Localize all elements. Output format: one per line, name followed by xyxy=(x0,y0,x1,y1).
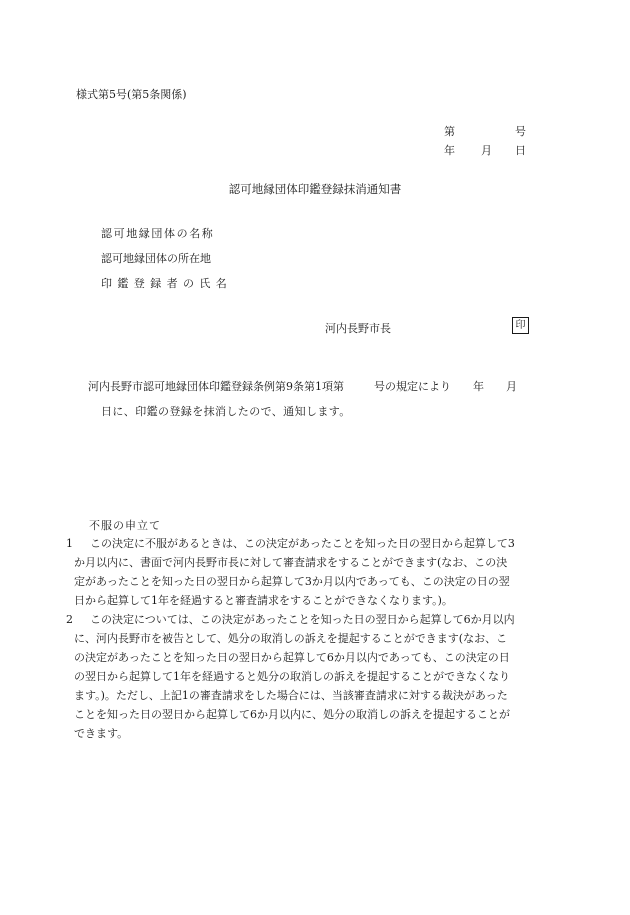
appeal-item-line: か月以内に、書面で河内長野市長に対して審査請求をすることができます(なお、この決 xyxy=(74,556,508,569)
date-day: 日 xyxy=(515,144,526,157)
reference-go: 号 xyxy=(515,125,526,138)
appeal-item-number: 2 xyxy=(66,613,73,626)
appeal-item-line: の翌日から起算して1年を経過すると処分の取消しの訴えを提起することができなくなり xyxy=(74,670,510,683)
date-year: 年 xyxy=(444,144,455,157)
appeal-item-line: 日から起算して1年を経過すると審査請求をすることができなくなります。)。 xyxy=(74,594,453,607)
reference-dai: 第 xyxy=(444,125,455,138)
appeal-item-line: この決定に不服があるときは、この決定があったことを知った日の翌日から起算して3 xyxy=(90,537,515,550)
body-month: 月 xyxy=(506,380,517,393)
appeal-item-line: できます。 xyxy=(74,727,129,740)
appeal-item-line: に、河内長野市を被告として、処分の取消しの訴えを提起することができます(なお、こ xyxy=(74,632,508,645)
date-month: 月 xyxy=(481,144,492,157)
appeal-heading: 不服の申立て xyxy=(89,519,161,532)
issue-date xyxy=(444,142,526,158)
appeal-item-2 xyxy=(66,610,546,743)
registrant-name-label: 印鑑登録者の氏名 xyxy=(101,277,233,290)
appeal-item-line: ます。)。ただし、上記1の審査請求をした場合には、当該審査請求に対する裁決があった xyxy=(74,689,508,702)
appeal-item-line: 定があったことを知った日の翌日から起算して3か月以内であっても、この決定の日の翌 xyxy=(74,575,510,588)
body-go-clause: 号の規定により xyxy=(374,380,451,393)
seal-mark: 印 xyxy=(512,317,529,334)
appeal-item-1 xyxy=(66,534,546,610)
appeal-item-line: ことを知った日の翌日から起算して6か月以内に、処分の取消しの訴えを提起することが xyxy=(74,708,510,721)
body-year: 年 xyxy=(473,380,484,393)
group-name-label: 認可地縁団体の名称 xyxy=(101,227,215,240)
mayor-label: 河内長野市長 xyxy=(325,322,391,335)
reference-number xyxy=(444,123,526,139)
appeal-item-number: 1 xyxy=(66,537,73,550)
appeal-item-line: この決定については、この決定があったことを知った日の翌日から起算して6か月以内 xyxy=(90,613,515,626)
group-address-label: 認可地縁団体の所在地 xyxy=(101,252,211,265)
appeal-item-line: の決定があったことを知った日の翌日から起算して6か月以内であっても、この決定の日 xyxy=(74,651,510,664)
body-text-line-2: 日に、印鑑の登録を抹消したので、通知します。 xyxy=(101,405,351,418)
document-title xyxy=(0,181,630,197)
body-text-line-1 xyxy=(88,378,517,394)
form-number: 様式第5号(第5条関係) xyxy=(76,88,187,101)
body-ordinance-ref: 河内長野市認可地縁団体印鑑登録条例第9条第1項第 xyxy=(88,380,344,393)
document-title-text: 認可地縁団体印鑑登録抹消通知書 xyxy=(228,182,402,196)
